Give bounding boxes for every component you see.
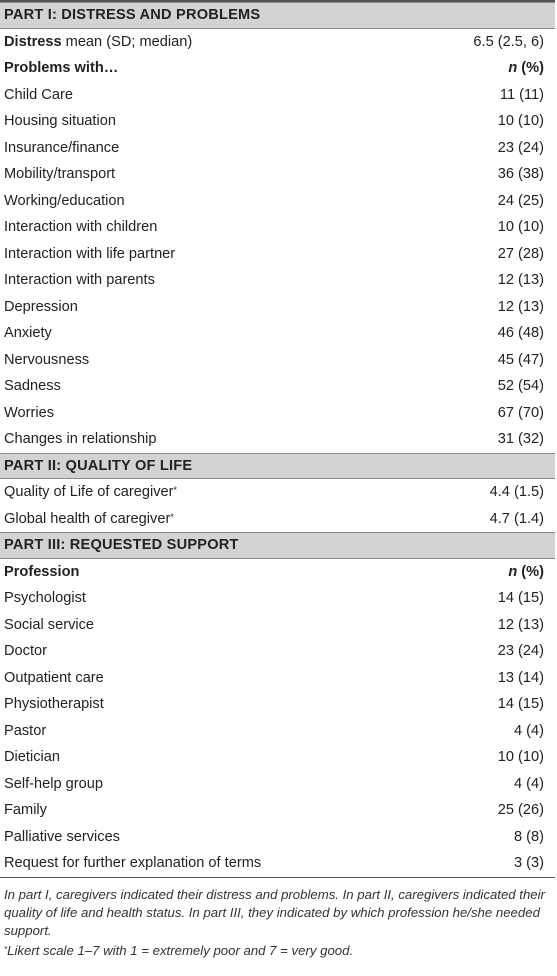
row-value: 67 (70) bbox=[497, 404, 544, 421]
row-label bbox=[0, 797, 440, 824]
problems-header-label: Problems with… bbox=[4, 60, 119, 77]
row-label-text: Nervousness bbox=[4, 351, 90, 368]
table-row bbox=[0, 797, 555, 824]
table-footnote: In part I, caregivers indicated their distress and problems. In part II, caregivers indicated their quality of life and health status. In part III, they indicated by which profession he/she needed support. bbox=[4, 886, 545, 938]
row-label-text: Interaction with children bbox=[4, 219, 158, 236]
row-value: 36 (38) bbox=[497, 166, 544, 183]
row-label bbox=[0, 320, 440, 347]
part3-title: PART III: REQUESTED SUPPORT bbox=[0, 533, 555, 559]
table-row bbox=[0, 638, 555, 665]
row-label-text: Interaction with life partner bbox=[4, 245, 176, 262]
row-value: 8 (8) bbox=[513, 828, 544, 845]
row-label bbox=[0, 214, 440, 241]
row-value: 4 (4) bbox=[513, 775, 544, 792]
table-row bbox=[0, 188, 555, 215]
footnote-star: * bbox=[4, 944, 8, 954]
row-value: 12 (13) bbox=[497, 616, 544, 633]
row-value: 23 (24) bbox=[497, 139, 544, 156]
row-label-text: Insurance/finance bbox=[4, 139, 120, 156]
problems-header-row bbox=[0, 55, 555, 82]
row-label-text: Depression bbox=[4, 298, 78, 315]
pct-label: (%) bbox=[517, 60, 544, 77]
row-value: 45 (47) bbox=[497, 351, 544, 368]
table-row bbox=[0, 665, 555, 692]
row-label bbox=[0, 294, 440, 321]
table-row bbox=[0, 82, 555, 109]
row-label-text: Self-help group bbox=[4, 775, 103, 792]
table-row bbox=[0, 824, 555, 851]
row-label bbox=[0, 638, 440, 665]
profession-header-row bbox=[0, 558, 555, 585]
table-row bbox=[0, 241, 555, 268]
row-label-text: Dietician bbox=[4, 749, 60, 766]
row-label-text: Family bbox=[4, 802, 47, 819]
row-value: 27 (28) bbox=[497, 245, 544, 262]
footnote-star-text: Likert scale 1–7 with 1 = extremely poor and 7 = very good. bbox=[7, 942, 354, 958]
row-label bbox=[0, 426, 440, 453]
results-table-body bbox=[0, 3, 555, 878]
table-row bbox=[0, 691, 555, 718]
problems-header-col bbox=[440, 55, 555, 82]
section-header-part2 bbox=[0, 453, 555, 479]
table-row bbox=[0, 294, 555, 321]
table-row bbox=[0, 479, 555, 506]
section-header-part3 bbox=[0, 533, 555, 559]
table-row bbox=[0, 214, 555, 241]
row-label-text: Psychologist bbox=[4, 590, 86, 607]
row-value: 25 (26) bbox=[497, 802, 544, 819]
row-label bbox=[0, 135, 440, 162]
table-row bbox=[0, 400, 555, 427]
likert-footnote bbox=[0, 940, 556, 960]
row-label-text: Child Care bbox=[4, 86, 73, 103]
table-row bbox=[0, 506, 555, 533]
row-value: 4 (4) bbox=[513, 722, 544, 739]
footnote-marker: * bbox=[173, 485, 178, 496]
row-label bbox=[0, 691, 440, 718]
row-label-text: Working/education bbox=[4, 192, 125, 209]
distress-label-rest: mean (SD; median) bbox=[61, 33, 193, 50]
row-label bbox=[0, 479, 440, 506]
table-row bbox=[0, 585, 555, 612]
row-label bbox=[0, 400, 440, 427]
row-label bbox=[0, 850, 440, 877]
row-value: 24 (25) bbox=[497, 192, 544, 209]
row-label bbox=[0, 241, 440, 268]
row-label bbox=[0, 373, 440, 400]
row-label bbox=[0, 82, 440, 109]
row-label-text: Physiotherapist bbox=[4, 696, 104, 713]
row-value: 52 (54) bbox=[497, 378, 544, 395]
row-value: 12 (13) bbox=[497, 272, 544, 289]
results-table bbox=[0, 2, 555, 878]
row-value: 3 (3) bbox=[440, 850, 555, 877]
table-row bbox=[0, 135, 555, 162]
n-label: n bbox=[508, 563, 518, 580]
table-row bbox=[0, 267, 555, 294]
row-label bbox=[0, 347, 440, 374]
table-row bbox=[0, 612, 555, 639]
row-label bbox=[0, 188, 440, 215]
row-label-text: Changes in relationship bbox=[4, 431, 157, 448]
table-row bbox=[0, 347, 555, 374]
row-label-text: Request for further explanation of terms bbox=[4, 855, 262, 872]
row-label bbox=[0, 612, 440, 639]
row-label-text: Anxiety bbox=[4, 325, 52, 342]
row-value: 4.4 (1.5) bbox=[489, 484, 544, 501]
row-label-text: Mobility/transport bbox=[4, 166, 116, 183]
row-label bbox=[0, 108, 440, 135]
table-row bbox=[0, 850, 555, 877]
part1-title: PART I: DISTRESS AND PROBLEMS bbox=[0, 3, 555, 29]
table-row bbox=[0, 320, 555, 347]
row-value: 12 (13) bbox=[497, 298, 544, 315]
row-label bbox=[0, 665, 440, 692]
distress-label-bold: Distress bbox=[4, 33, 62, 50]
row-label-text: Outpatient care bbox=[4, 669, 104, 686]
section-header-part1 bbox=[0, 3, 555, 29]
table-row bbox=[0, 161, 555, 188]
row-value: 10 (10) bbox=[497, 749, 544, 766]
row-label-text: Interaction with parents bbox=[4, 272, 155, 289]
row-value: 31 (32) bbox=[497, 431, 544, 448]
footnote-marker: * bbox=[170, 511, 174, 522]
row-label-text: Global health of caregiver bbox=[4, 510, 171, 527]
row-label-text: Housing situation bbox=[4, 113, 116, 130]
row-value: 11 (11) bbox=[499, 86, 544, 103]
table-row bbox=[0, 718, 555, 745]
table-row bbox=[0, 373, 555, 400]
table-row bbox=[0, 426, 555, 453]
row-label bbox=[0, 824, 440, 851]
distress-row bbox=[0, 28, 555, 55]
table-row bbox=[0, 108, 555, 135]
profession-header-col bbox=[440, 558, 555, 585]
row-label-text: Doctor bbox=[4, 643, 47, 660]
row-value: 13 (14) bbox=[497, 669, 544, 686]
row-label-text: Quality of Life of caregiver bbox=[4, 484, 174, 501]
row-label bbox=[0, 771, 440, 798]
row-value: 4.7 (1.4) bbox=[489, 510, 544, 527]
row-label-text: Pastor bbox=[4, 722, 47, 739]
row-value: 14 (15) bbox=[497, 696, 544, 713]
row-value: 23 (24) bbox=[497, 643, 544, 660]
row-label-text: Palliative services bbox=[4, 828, 120, 845]
part2-title: PART II: QUALITY OF LIFE bbox=[0, 453, 555, 479]
row-value: 10 (10) bbox=[497, 219, 544, 236]
row-value: 10 (10) bbox=[497, 113, 544, 130]
row-label bbox=[0, 267, 440, 294]
table-row bbox=[0, 744, 555, 771]
row-label bbox=[0, 506, 440, 533]
distress-label bbox=[0, 28, 440, 55]
row-value: 14 (15) bbox=[497, 590, 544, 607]
distress-value: 6.5 (2.5, 6) bbox=[473, 33, 544, 50]
row-label bbox=[0, 585, 440, 612]
row-label bbox=[0, 161, 440, 188]
row-label-text: Sadness bbox=[4, 378, 61, 395]
table-row bbox=[0, 771, 555, 798]
row-value: 46 (48) bbox=[497, 325, 544, 342]
row-label bbox=[0, 744, 440, 771]
row-label bbox=[0, 718, 440, 745]
pct-label: (%) bbox=[517, 563, 544, 580]
profession-header-label: Profession bbox=[4, 563, 80, 580]
row-label-text: Worries bbox=[4, 404, 55, 421]
row-label-text: Social service bbox=[4, 616, 95, 633]
n-label: n bbox=[508, 60, 518, 77]
